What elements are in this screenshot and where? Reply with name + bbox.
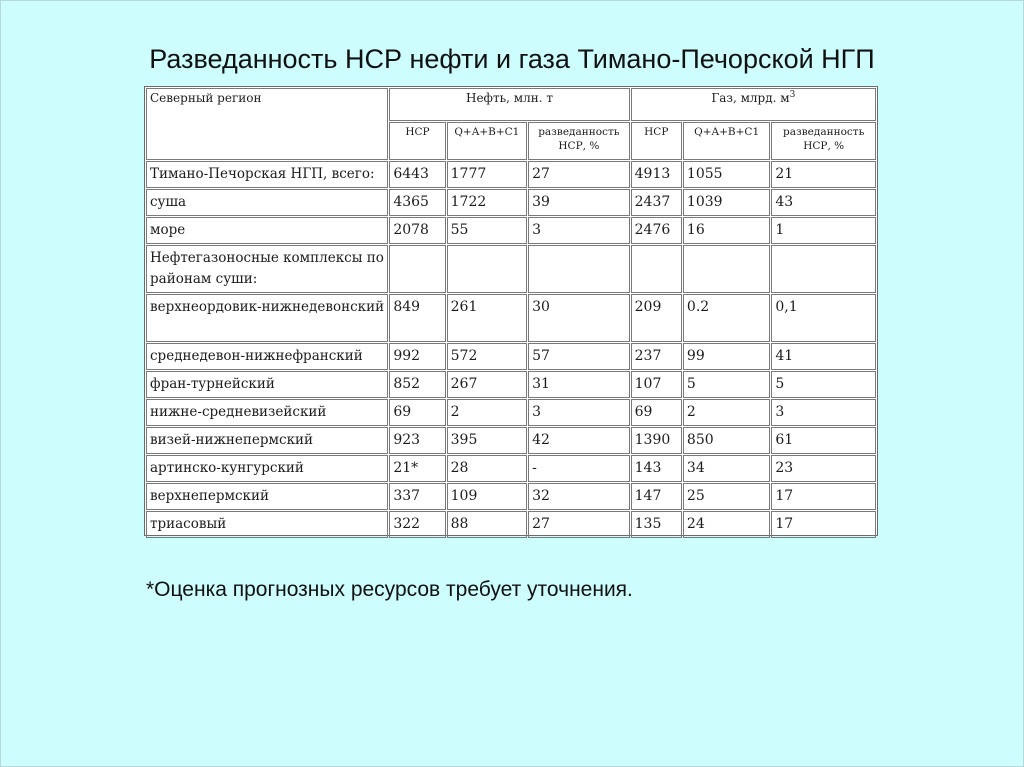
oil-q-cell [447,245,527,293]
gas-nsr-cell: 135 [631,511,682,538]
oil-q-cell: 2 [447,399,527,426]
region-cell: визей-нижнепермский [146,427,388,454]
oil-nsr-cell: 6443 [389,161,445,188]
region-header: Северный регион [146,88,388,160]
gas-pct-cell: 17 [771,483,876,510]
oil-nsr-cell: 322 [389,511,445,538]
oil-nsr-cell: 4365 [389,189,445,216]
gas-reserves-header: Q+A+B+C1 [683,122,770,160]
gas-pct-cell: 1 [771,217,876,244]
oil-q-cell: 1777 [447,161,527,188]
region-cell: артинско-кунгурский [146,455,388,482]
gas-q-cell: 5 [683,371,770,398]
oil-q-cell: 572 [447,343,527,370]
oil-q-cell: 109 [447,483,527,510]
oil-nsr-cell [389,245,445,293]
oil-q-cell: 267 [447,371,527,398]
oil-nsr-cell: 992 [389,343,445,370]
gas-pct-cell: 43 [771,189,876,216]
oil-pct-cell [528,245,630,293]
oil-pct-cell: 30 [528,294,630,342]
oil-nsr-cell: 923 [389,427,445,454]
table-row [146,245,876,293]
gas-pct-cell: 3 [771,399,876,426]
gas-q-cell: 0.2 [683,294,770,342]
oil-nsr-cell: 2078 [389,217,445,244]
oil-q-cell: 1722 [447,189,527,216]
region-cell: Нефтегазоносные комплексы по районам суши: [146,245,388,293]
region-cell: верхнеордовик-нижнедевонский [146,294,388,342]
gas-pct-cell: 41 [771,343,876,370]
oil-pct-cell: 3 [528,217,630,244]
slide-title: Разведанность НСР нефти и газа Тимано-Печорской НГП [149,44,875,74]
oil-header: Нефть, млн. т [389,88,629,121]
gas-q-cell: 1039 [683,189,770,216]
gas-pct-cell [771,245,876,293]
gas-q-cell: 34 [683,455,770,482]
resource-table [145,87,877,539]
table-row [146,294,876,342]
gas-nsr-cell: 4913 [631,161,682,188]
region-cell: суша [146,189,388,216]
gas-nsr-cell: 2437 [631,189,682,216]
oil-exploration-header: разведанность НСР, % [528,122,630,160]
gas-q-cell [683,245,770,293]
gas-q-cell: 99 [683,343,770,370]
oil-q-cell: 395 [447,427,527,454]
gas-pct-cell: 23 [771,455,876,482]
gas-exploration-header: разведанность НСР, % [771,122,876,160]
gas-nsr-cell: 107 [631,371,682,398]
region-cell: верхнепермский [146,483,388,510]
oil-pct-cell: 42 [528,427,630,454]
oil-q-cell: 88 [447,511,527,538]
oil-nsr-cell: 337 [389,483,445,510]
gas-nsr-cell [631,245,682,293]
gas-q-cell: 24 [683,511,770,538]
table-row [146,483,876,510]
oil-q-cell: 55 [447,217,527,244]
oil-nsr-cell: 852 [389,371,445,398]
oil-pct-cell: 3 [528,399,630,426]
oil-pct-cell: 27 [528,161,630,188]
table-row [146,511,876,538]
table-row [146,189,876,216]
gas-q-cell: 2 [683,399,770,426]
table-row [146,399,876,426]
oil-q-cell: 261 [447,294,527,342]
gas-nsr-cell: 237 [631,343,682,370]
region-cell: нижне-средневизейский [146,399,388,426]
oil-nsr-cell: 21* [389,455,445,482]
table-row [146,161,876,188]
oil-pct-cell: 39 [528,189,630,216]
gas-nsr-cell: 147 [631,483,682,510]
oil-q-cell: 28 [447,455,527,482]
gas-nsr-header: НСР [631,122,682,160]
table-row [146,217,876,244]
gas-header-superscript: 3 [789,90,796,100]
gas-pct-cell: 61 [771,427,876,454]
gas-nsr-cell: 2476 [631,217,682,244]
gas-pct-cell: 0,1 [771,294,876,342]
table-row [146,427,876,454]
gas-header [631,88,876,121]
region-cell: среднедевон-нижнефранский [146,343,388,370]
gas-q-cell: 850 [683,427,770,454]
gas-nsr-cell: 69 [631,399,682,426]
gas-pct-cell: 5 [771,371,876,398]
gas-nsr-cell: 209 [631,294,682,342]
table-row [146,455,876,482]
oil-nsr-header: НСР [389,122,445,160]
oil-pct-cell: 32 [528,483,630,510]
region-cell: фран-турнейский [146,371,388,398]
gas-pct-cell: 21 [771,161,876,188]
table-header-row [146,88,876,121]
gas-pct-cell: 17 [771,511,876,538]
gas-q-cell: 25 [683,483,770,510]
oil-nsr-cell: 849 [389,294,445,342]
gas-nsr-cell: 1390 [631,427,682,454]
oil-pct-cell: 57 [528,343,630,370]
footnote: *Оценка прогнозных ресурсов требует уточнения. [146,578,633,601]
oil-pct-cell: 27 [528,511,630,538]
oil-reserves-header: Q+A+B+C1 [447,122,527,160]
gas-q-cell: 1055 [683,161,770,188]
resource-table-frame [144,86,878,536]
gas-nsr-cell: 143 [631,455,682,482]
oil-nsr-cell: 69 [389,399,445,426]
oil-pct-cell: - [528,455,630,482]
region-cell: море [146,217,388,244]
region-cell: Тимано-Печорская НГП, всего: [146,161,388,188]
table-row [146,371,876,398]
region-cell: триасовый [146,511,388,538]
gas-q-cell: 16 [683,217,770,244]
table-row [146,343,876,370]
gas-header-text: Газ, млрд. м [711,91,790,105]
oil-pct-cell: 31 [528,371,630,398]
